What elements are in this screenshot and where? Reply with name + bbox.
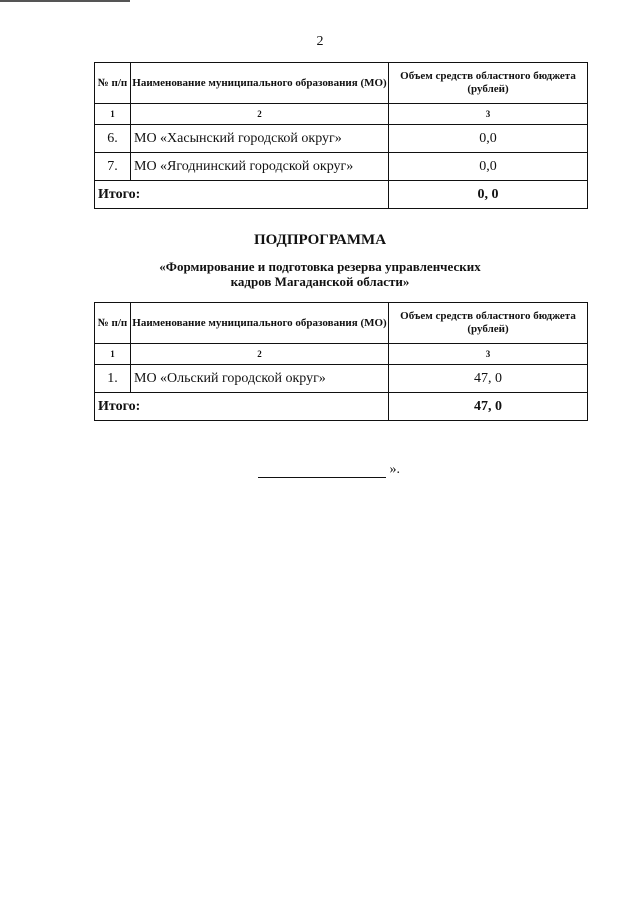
column-number-row (95, 104, 588, 125)
header-name: Наименование муниципального образования (МО) (131, 303, 389, 344)
header-num: № п/п (95, 303, 131, 344)
budget-table-1 (94, 62, 588, 209)
row-name: МО «Ягоднинский городской округ» (131, 153, 389, 181)
col-number: 3 (389, 344, 588, 365)
subprogram-heading: ПОДПРОГРАММА (253, 232, 387, 248)
table-header-row (95, 63, 588, 104)
column-number-row (95, 344, 588, 365)
total-label: Итого: (95, 393, 389, 421)
closing-quote: ». (389, 462, 400, 477)
header-num: № п/п (95, 63, 131, 104)
row-amount: 47, 0 (389, 365, 588, 393)
total-value: 47, 0 (389, 393, 588, 421)
col-number: 1 (95, 344, 131, 365)
total-row (95, 393, 588, 421)
col-number: 2 (131, 104, 389, 125)
budget-table-2 (94, 302, 588, 421)
row-num: 6. (95, 125, 131, 153)
subprogram-title (0, 259, 640, 289)
col-number: 3 (389, 104, 588, 125)
row-name: МО «Ольский городской округ» (131, 365, 389, 393)
row-amount: 0,0 (389, 153, 588, 181)
closing-line (258, 462, 400, 478)
row-name: МО «Хасынский городской округ» (131, 125, 389, 153)
row-amount: 0,0 (389, 125, 588, 153)
col-number: 2 (131, 344, 389, 365)
total-label: Итого: (95, 181, 389, 209)
total-value: 0, 0 (389, 181, 588, 209)
table-row (95, 153, 588, 181)
col-number: 1 (95, 104, 131, 125)
signature-underline (258, 463, 386, 478)
subprogram-title-line2: кадров Магаданской области» (230, 274, 410, 289)
total-row (95, 181, 588, 209)
row-num: 7. (95, 153, 131, 181)
table-header-row (95, 303, 588, 344)
header-amount: Объем средств областного бюджета (рублей) (389, 303, 588, 344)
subprogram-title-line1: «Формирование и подготовка резерва управленческих (159, 259, 481, 274)
table-row (95, 365, 588, 393)
header-amount: Объем средств областного бюджета (рублей) (389, 63, 588, 104)
table-row (95, 125, 588, 153)
row-num: 1. (95, 365, 131, 393)
header-name: Наименование муниципального образования (МО) (131, 63, 389, 104)
scan-edge-mark (0, 0, 130, 2)
page-number: 2 (316, 34, 324, 49)
